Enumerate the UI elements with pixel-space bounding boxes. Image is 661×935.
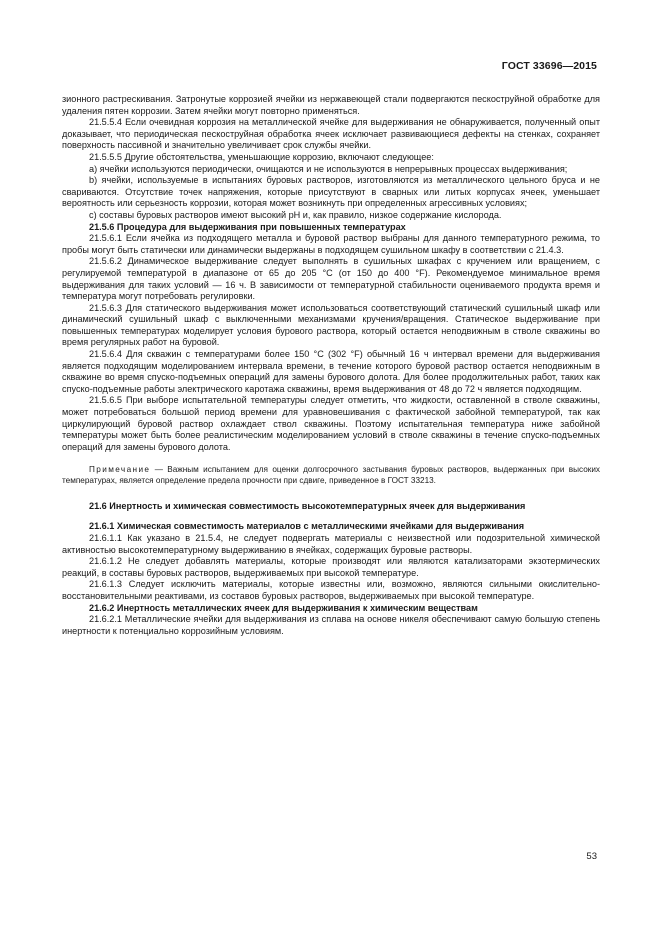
standard-header: ГОСТ 33696—2015 — [501, 60, 597, 72]
paragraph-21-6-1-1: 21.6.1.1 Как указано в 21.5.4, не следует подвергать материалы с неизвестной или подозрительной химической активностью высокотемпературному выдерживанию в ячейках, содержащих буровые растворы. — [62, 533, 600, 555]
paragraph-21-5-6-3: 21.5.6.3 Для статического выдерживания может использоваться соответствующий статический сушильный шкаф или динамический сушильный шкаф с выключенными механизмами кручения/вращения. Статическое выдерживание при повышенных температурах моделирует условия бурового раствора, который остается неподвижным в стволе скважины во время регулярных работ на буровой. — [62, 302, 600, 348]
heading-21-6-2: 21.6.2 Инертность металлических ячеек для выдерживания к химическим веществам — [89, 602, 478, 613]
paragraph-21-5-5-5: 21.5.5.5 Другие обстоятельства, уменьшающие коррозию, включают следующее: — [89, 151, 434, 162]
page-number: 53 — [586, 851, 597, 862]
paragraph-21-5-6-2: 21.5.6.2 Динамическое выдерживание следует выполнять в сушильных шкафах с кручением или вращением, с регулируемой температурой в диапазоне от 65 до 205 °С (от 150 до 400 °F). Рекомендуемое минимальное время выдерживания для таких условий — 16 ч. В зависимости от температурной стабильности оцениваемого продукта время и температура могут потребовать регулировки. — [62, 256, 600, 302]
paragraph-21-5-6-1: 21.5.6.1 Если ячейка из подходящего металла и буровой раствор выбраны для данного температурного режима, то пробы могут быть статически или динамически выдержаны в подходящем сушильном шкафу в соответствии с 21.4.3. — [62, 233, 600, 255]
list-item-c: с) составы буровых растворов имеют высокий рН и, как правило, низкое содержание кислорода. — [89, 209, 502, 220]
heading-21-5-6: 21.5.6 Процедура для выдерживания при повышенных температурах — [89, 221, 406, 232]
list-item-a: а) ячейки используются периодически, очищаются и не используются в непрерывных процессах выдерживания; — [89, 163, 568, 174]
paragraph-21-6-1-2: 21.6.1.2 Не следует добавлять материалы, которые производят или являются катализаторами экзотермических реакций, в составы буровых растворов, выдерживаемых при высокой температуре. — [62, 556, 600, 578]
heading-21-6-1: 21.6.1 Химическая совместимость материалов с металлическими ячейками для выдерживания — [89, 521, 525, 532]
paragraph-continuation: зионного растрескивания. Затронутые коррозией ячейки из нержавеющей стали подвергаются пескоструйной обработке для удаления пятен коррозии. Затем ячейки могут повторно применяться. — [62, 94, 600, 116]
list-item-b: b) ячейки, используемые в испытаниях буровых растворов, изготовляются из металлического цельного бруса и не свариваются. Отсутствие точек напряжения, которые присутствуют в сварных или литых корпусах ячеек, уменьшает вероятность или серьезность коррозии, которая может возникнуть при определенных агрессивных условиях; — [62, 175, 600, 209]
paragraph-21-5-6-5: 21.5.6.5 При выборе испытательной температуры следует отметить, что жидкости, оставленной в стволе скважины, может потребоваться большой период времени для уравновешивания с фактической забойной температурой, так как циркулирующий буровой раствор охлаждает ствол скважины. Поэтому испытательная температура ниже забойной температуры может быть более реалистическим моделированием условий в стволе скважины в течение спуско-подъемных операций для замены бурового долота. — [62, 395, 600, 452]
heading-21-6: 21.6 Инертность и химическая совместимость высокотемпературных ячеек для выдерживания — [89, 501, 526, 512]
paragraph-21-6-2-1: 21.6.2.1 Металлические ячейки для выдерживания из сплава на основе никеля обеспечивают самую большую степень инертности к потенциально коррозийным условиям. — [62, 614, 600, 636]
note-text: — Важным испытанием для оценки долгосрочного застывания буровых растворов, выдержанных при высоких температурах, является определение предела прочности при сдвиге, приведенное в ГОСТ 33213. — [62, 465, 600, 486]
paragraph-21-6-1-3: 21.6.1.3 Следует исключить материалы, которые известны или, возможно, являются сильными окислительно-восстановительными реактивами, из составов буровых растворов, выдерживаемых при высокой температуре. — [62, 579, 600, 601]
note-label: Примечание — [89, 465, 151, 475]
paragraph-21-5-5-4: 21.5.5.4 Если очевидная коррозия на металлической ячейке для выдерживания не обнаруживается, полученный опыт доказывает, что периодическая пескоструйная обработка ячеек исключает развивающиеся дефекты на стенках, сохраняет поверхность пассивной и значительно увеличивает срок службы ячейки. — [62, 117, 600, 151]
page-body — [62, 94, 600, 637]
note-block — [62, 465, 600, 487]
paragraph-21-5-6-4: 21.5.6.4 Для скважин с температурами более 150 °С (302 °F) обычный 16 ч интервал времени для выдерживания является подходящим моделированием интервала времени, в течение которого буровой раствор остается неподвижным в скважине во время спуско-подъемных операций для замены бурового долота. Для более продолжительных работ, таких как спуско-подъемные работы электрического каротажа скважины, время выдерживания от 48 до 72 ч является подходящим. — [62, 349, 600, 394]
